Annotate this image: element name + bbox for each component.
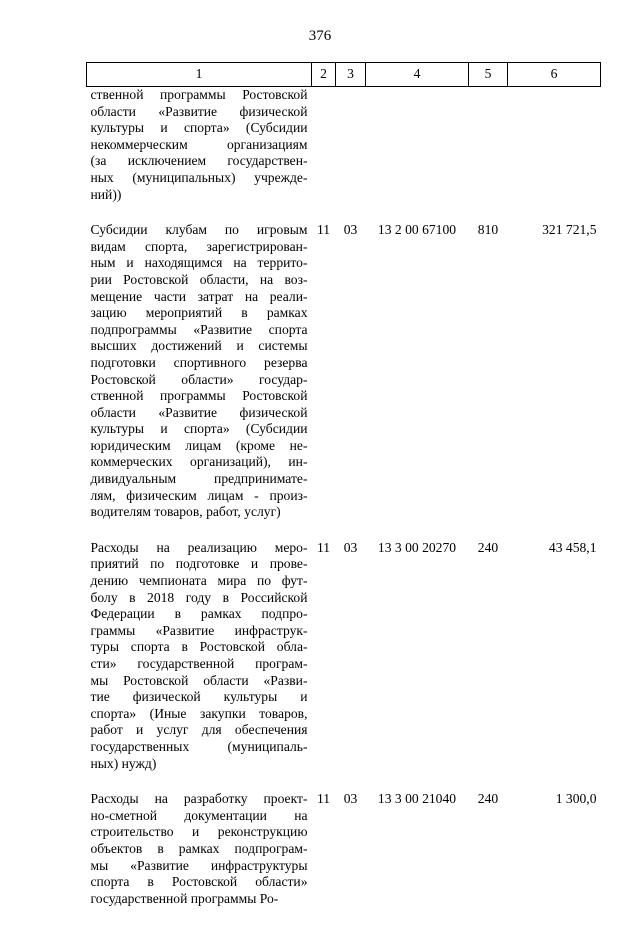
description-line: туры спорта в Ростовской обла- xyxy=(91,639,308,656)
table-row xyxy=(87,791,601,926)
description-line: спорта в Ростовской области» xyxy=(91,874,308,891)
description-line: подпрограммы «Развитие спорта xyxy=(91,322,308,339)
description-line: государственных (муниципаль- xyxy=(91,739,308,756)
row-target-code: 13 3 00 20270 xyxy=(366,540,469,791)
description-line: видам спорта, зарегистрирован- xyxy=(91,239,308,256)
description-line: области «Развитие физической xyxy=(91,405,308,422)
header-col-5: 5 xyxy=(469,63,508,87)
description-line: высших достижений и системы xyxy=(91,338,308,355)
row-expense-type: 810 xyxy=(469,222,508,540)
description-line: тие физической культуры и xyxy=(91,689,308,706)
row-expense-type: 240 xyxy=(469,540,508,791)
row-description xyxy=(87,222,312,540)
row-amount: 321 721,5 xyxy=(508,222,601,540)
description-line: ний)) xyxy=(91,187,308,204)
table-row xyxy=(87,540,601,791)
description-line: ных) нужд) xyxy=(91,756,308,773)
row-target-code xyxy=(366,87,469,223)
header-col-1: 1 xyxy=(87,63,312,87)
row-amount: 43 458,1 xyxy=(508,540,601,791)
description-line: рии Ростовской области, на воз- xyxy=(91,272,308,289)
description-line: Ростовской области» государ- xyxy=(91,372,308,389)
description-line: юридическим лицам (кроме не- xyxy=(91,438,308,455)
row-subsection: 03 xyxy=(336,222,366,540)
description-line: граммы «Развитие инфраструк- xyxy=(91,623,308,640)
description-line: болу в 2018 году в Российской xyxy=(91,590,308,607)
header-col-6: 6 xyxy=(508,63,601,87)
row-description xyxy=(87,791,312,926)
description-line: объектов в рамках подпрограм- xyxy=(91,841,308,858)
description-line: мещение части затрат на реали- xyxy=(91,289,308,306)
row-section: 11 xyxy=(312,222,336,540)
header-col-4: 4 xyxy=(366,63,469,87)
description-line: но-сметной документации на xyxy=(91,808,308,825)
row-section xyxy=(312,87,336,223)
description-line: зацию мероприятий в рамках xyxy=(91,305,308,322)
description-line: спорта» (Иные закупки товаров, xyxy=(91,706,308,723)
page-number: 376 xyxy=(0,28,640,45)
description-line: коммерческих организаций), ин- xyxy=(91,454,308,471)
row-subsection xyxy=(336,87,366,223)
description-line: дению чемпионата мира по фут- xyxy=(91,573,308,590)
description-line: Федерации в рамках подпро- xyxy=(91,606,308,623)
budget-table xyxy=(86,62,601,926)
row-subsection: 03 xyxy=(336,791,366,926)
table-row xyxy=(87,87,601,223)
row-target-code: 13 2 00 67100 xyxy=(366,222,469,540)
description-line: культуры и спорта» (Субсидии xyxy=(91,120,308,137)
row-expense-type xyxy=(469,87,508,223)
row-subsection: 03 xyxy=(336,540,366,791)
row-amount xyxy=(508,87,601,223)
description-line: мы Ростовской области «Разви- xyxy=(91,673,308,690)
row-section: 11 xyxy=(312,791,336,926)
description-line: ственной программы Ростовской xyxy=(91,87,308,104)
table-row xyxy=(87,222,601,540)
description-line: строительство и реконструкцию xyxy=(91,824,308,841)
description-line: (за исключением государствен- xyxy=(91,153,308,170)
description-line: дивидуальным предпринимате- xyxy=(91,471,308,488)
row-section: 11 xyxy=(312,540,336,791)
row-target-code: 13 3 00 21040 xyxy=(366,791,469,926)
table-body xyxy=(87,87,601,926)
header-col-3: 3 xyxy=(336,63,366,87)
description-line: работ и услуг для обеспечения xyxy=(91,722,308,739)
row-description xyxy=(87,87,312,223)
description-line: Расходы на реализацию меро- xyxy=(91,540,308,557)
description-line: ственной программы Ростовской xyxy=(91,388,308,405)
description-line: сти» государственной програм- xyxy=(91,656,308,673)
description-line: Расходы на разработку проект- xyxy=(91,791,308,808)
description-line: ным и находящимся на террито- xyxy=(91,255,308,272)
description-line: подготовки спортивного резерва xyxy=(91,355,308,372)
table-header-row xyxy=(87,63,601,87)
description-line: ных (муниципальных) учрежде- xyxy=(91,170,308,187)
description-line: области «Развитие физической xyxy=(91,104,308,121)
description-line: лям, физическим лицам - произ- xyxy=(91,488,308,505)
description-line: приятий по подготовке и прове- xyxy=(91,556,308,573)
header-col-2: 2 xyxy=(312,63,336,87)
description-line: мы «Развитие инфраструктуры xyxy=(91,858,308,875)
description-line: некоммерческим организациям xyxy=(91,137,308,154)
description-line: Субсидии клубам по игровым xyxy=(91,222,308,239)
description-line: водителям товаров, работ, услуг) xyxy=(91,504,308,521)
row-expense-type: 240 xyxy=(469,791,508,926)
description-line: культуры и спорта» (Субсидии xyxy=(91,421,308,438)
row-amount: 1 300,0 xyxy=(508,791,601,926)
row-description xyxy=(87,540,312,791)
description-line: государственной программы Ро- xyxy=(91,891,308,908)
